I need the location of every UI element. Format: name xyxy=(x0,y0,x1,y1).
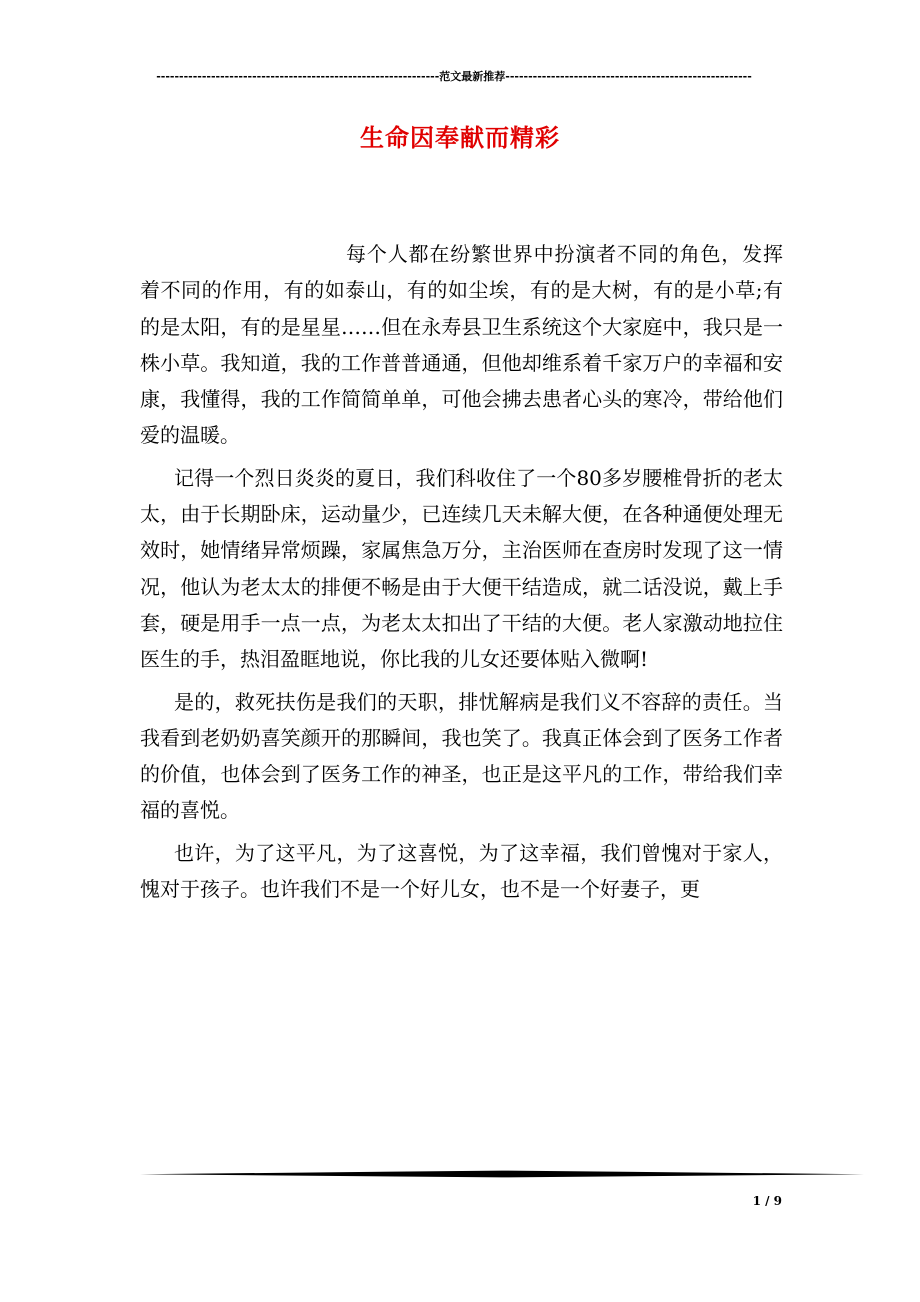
document-body xyxy=(140,236,783,913)
page-number: 1 / 9 xyxy=(752,1194,782,1208)
paragraph-3: 是的，救死扶伤是我们的天职，排忧解病是我们义不容辞的责任。当我看到老奶奶喜笑颜开的那瞬间，我也笑了。我真正体会到了医务工作者的价值，也体会到了医务工作的神圣，也正是这平凡的工作，带给我们幸福的喜悦。 xyxy=(140,689,783,823)
footer-divider xyxy=(140,1170,864,1178)
paragraph-2: 记得一个烈日炎炎的夏日，我们科收住了一个80多岁腰椎骨折的老太太，由于长期卧床，运动量少，已连续几天未解大便，在各种通便处理无效时，她情绪异常烦躁，家属焦急万分，主治医师在查房时发现了这一情况，他认为老太太的排便不畅是由于大便干结造成，就二话没说，戴上手套，硬是用手一点一点，为老太太扣出了干结的大便。老人家激动地拉住医生的手，热泪盈眶地说，你比我的儿女还要体贴入微啊! xyxy=(140,465,783,672)
paragraph-4: 也许，为了这平凡，为了这喜悦，为了这幸福，我们曾愧对于家人，愧对于孩子。也许我们不是一个好儿女，也不是一个好妻子，更 xyxy=(140,840,783,902)
paragraph-1: 每个人都在纷繁世界中扮演者不同的角色，发挥着不同的作用，有的如泰山，有的如尘埃，有的是大树，有的是小草;有的是太阳，有的是星星……但在永寿县卫生系统这个大家庭中，我只是一株小草。我知道，我的工作普普通通，但他却维系着千家万户的幸福和安康，我懂得，我的工作简简单单，可他会拂去患者心头的寒冷，带给他们爱的温暖。 xyxy=(140,242,783,448)
page-header: --------------------------------------------------------------范文最新推荐------------------------------------------------------ xyxy=(156,70,752,83)
document-title: 生命因奉献而精彩 xyxy=(360,124,560,152)
